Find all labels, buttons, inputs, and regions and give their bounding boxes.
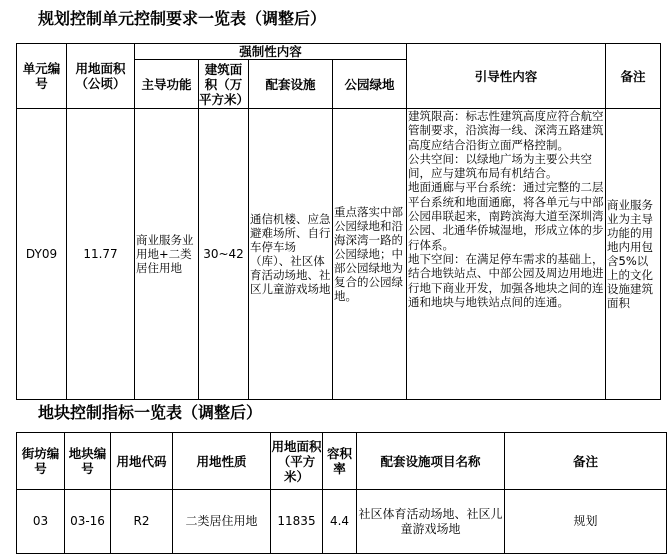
header-guidance: 引导性内容 [407, 44, 606, 109]
header-land-code: 用地代码 [111, 433, 173, 490]
unit-control-table [16, 43, 661, 400]
cell-remarks: 商业服务业为主导功能的用地内用包含5%以上的文化设施建筑面积 [606, 109, 661, 400]
unit-table-title: 规划控制单元控制要求一览表（调整后） [38, 9, 327, 28]
table-row [17, 109, 661, 400]
cell-unit-no: DY09 [17, 109, 67, 400]
header-plot-land-area: 用地面积（平方米） [271, 433, 323, 490]
header-unit-no: 单元编号 [17, 44, 67, 109]
header-building-area: 建筑面积（万平方米） [199, 61, 250, 107]
cell-block-no: 03 [17, 490, 65, 554]
header-remarks: 备注 [606, 44, 661, 109]
cell-land-code: R2 [111, 490, 173, 554]
header-mandatory: 强制性内容 [135, 44, 407, 60]
header-far: 容积率 [323, 433, 357, 490]
header-plot-remarks: 备注 [505, 433, 667, 490]
cell-guidance [407, 109, 606, 400]
guidance-height: 建筑限高：标志性建筑高度应符合航空管制要求，沿滨海一线、深湾五路建筑高度应结合沿街立面严格控制。 [408, 109, 604, 152]
guidance-public-space: 公共空间：以绿地广场为主要公共空间，应与建筑布局有机结合。 [408, 151, 593, 181]
cell-park: 重点落实中部公园绿地和沿海深湾一路的公园绿地；中部公园绿地为复合的公园绿地。 [333, 109, 407, 400]
cell-land-nature: 二类居住用地 [173, 490, 271, 554]
header-block-no: 街坊编号 [17, 433, 65, 490]
guidance-underground: 地下空间：在满足停车需求的基础上，结合地铁站点、中部公园及周边用地进行地下商业开发，加强各地块之间的连通和地块与地铁站点间的连通。 [408, 251, 604, 309]
header-land-area: 用地面积（公顷） [67, 44, 135, 109]
cell-plot-land-area: 11835 [271, 490, 323, 554]
cell-plot-no: 03-16 [65, 490, 111, 554]
header-plot-no: 地块编号 [65, 433, 111, 490]
header-park: 公园绿地 [333, 60, 407, 109]
plot-control-table [16, 432, 667, 554]
header-main-function: 主导功能 [135, 60, 199, 109]
cell-land-area: 11.77 [67, 109, 135, 400]
header-plot-facilities: 配套设施项目名称 [357, 433, 505, 490]
cell-facilities: 通信机楼、应急避难场所、自行车停车场（库）、社区体育活动场地、社区儿童游戏场地 [249, 109, 333, 400]
header-land-nature: 用地性质 [173, 433, 271, 490]
cell-far: 4.4 [323, 490, 357, 554]
table-row [17, 490, 667, 554]
guidance-corridor: 地面通廊与平台系统：通过完整的二层平台系统和地面通廊，将各单元与中部公园串联起来，南跨滨海大道至深圳湾公园、北通华侨城湿地，形成立体的步行体系。 [408, 180, 604, 252]
cell-plot-facilities: 社区体育活动场地、社区儿童游戏场地 [357, 490, 505, 554]
header-facilities: 配套设施 [249, 60, 333, 109]
plot-table-title: 地块控制指标一览表（调整后） [38, 403, 263, 422]
cell-plot-remarks: 规划 [505, 490, 667, 554]
cell-main-function: 商业服务业用地+二类居住用地 [135, 109, 199, 400]
cell-building-area: 30~42 [199, 109, 249, 400]
